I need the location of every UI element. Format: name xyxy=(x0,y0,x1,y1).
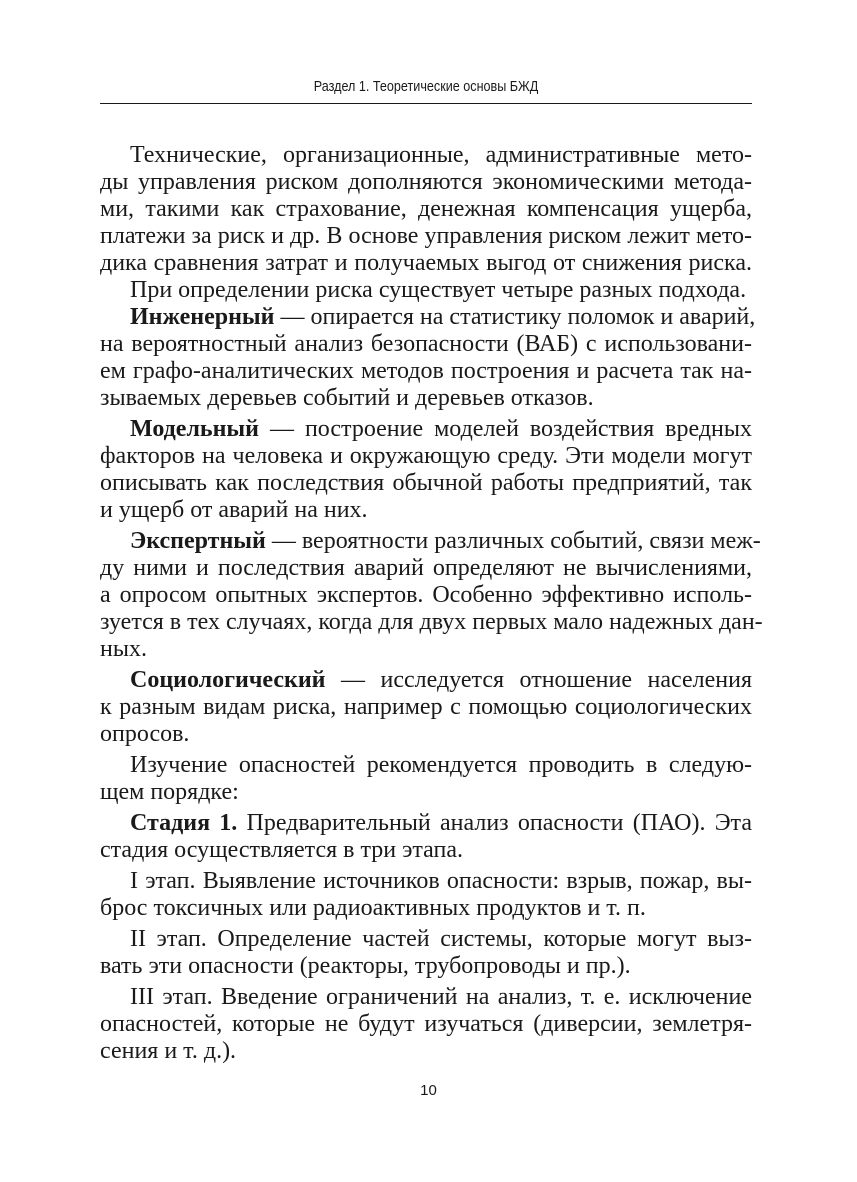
term-stage-1: Стадия 1. xyxy=(130,810,238,836)
page-number: 10 xyxy=(420,1082,437,1099)
text-line: а опросом опытных экспертов. Особенно эффективно исполь- xyxy=(100,582,752,608)
paragraph-risk-methods xyxy=(100,142,752,277)
term-expert: Экспертный xyxy=(130,528,266,554)
text-line: ды управления риском дополняются экономическими метода- xyxy=(100,169,752,195)
text-line: брос токсичных или радиоактивных продуктов и т. п. xyxy=(100,895,646,921)
term-engineering: Инженерный xyxy=(130,304,275,330)
text-line: описывать как последствия обычной работы предприятий, так xyxy=(100,470,752,496)
text-line: опросов. xyxy=(100,721,190,747)
text-line: При определении риска существует четыре разных подхода. xyxy=(130,277,747,303)
text-line: III этап. Введение ограничений на анализ, т. е. исключение xyxy=(130,984,752,1010)
paragraph-step-2 xyxy=(100,926,752,980)
text-line: зуется в тех случаях, когда для двух первых мало надежных дан- xyxy=(100,609,763,635)
paragraph-sociological xyxy=(100,667,752,748)
text-fragment: Предварительный анализ опасности (ПАО). Эта xyxy=(237,810,752,836)
text-line xyxy=(100,416,752,443)
text-line: стадия осуществляется в три этапа. xyxy=(100,837,464,863)
text-line xyxy=(100,667,752,694)
text-line: вать эти опасности (реакторы, трубопроводы и пр.). xyxy=(100,953,631,979)
text-line: ми, такими как страхование, денежная компенсация ущерба, xyxy=(100,196,752,222)
term-sociological: Социологический xyxy=(130,667,326,693)
text-line: к разным видам риска, например с помощью социологических xyxy=(100,694,752,720)
paragraph-approaches xyxy=(100,277,752,304)
paragraph-model xyxy=(100,416,752,524)
text-fragment: — построение моделей воздействия вредных xyxy=(259,416,752,442)
text-line: факторов на человека и окружающую среду. Эти модели могут xyxy=(100,443,752,469)
text-line xyxy=(100,528,761,555)
paragraph-engineering xyxy=(100,304,756,412)
text-line: щем порядке: xyxy=(100,779,239,805)
text-line: дика сравнения затрат и получаемых выгод от снижения риска. xyxy=(100,250,752,276)
header-rule xyxy=(100,103,752,104)
text-fragment: — исследуется отношение населения xyxy=(325,667,752,693)
text-line: и ущерб от аварий на них. xyxy=(100,497,368,523)
text-line: на вероятностный анализ безопасности (ВАБ) с использовани- xyxy=(100,331,752,357)
text-line xyxy=(100,810,752,837)
text-line: сения и т. д.). xyxy=(100,1038,237,1064)
page-body xyxy=(100,142,763,1065)
text-fragment: — вероятности различных событий, связи меж- xyxy=(265,528,761,554)
text-line: ных. xyxy=(100,636,147,662)
text-line: ем графо-аналитических методов построения и расчета так на- xyxy=(100,358,752,384)
paragraph-step-3 xyxy=(100,984,752,1065)
text-line: ду ними и последствия аварий определяют не вычислениями, xyxy=(100,555,752,581)
paragraph-expert xyxy=(100,528,763,663)
text-line: I этап. Выявление источников опасности: взрыв, пожар, вы- xyxy=(130,868,752,894)
paragraph-study-order xyxy=(100,752,752,806)
running-header: Раздел 1. Теоретические основы БЖД xyxy=(313,78,539,95)
term-model: Модельный xyxy=(130,416,259,442)
text-fragment: — опирается на статистику поломок и аварий, xyxy=(274,304,756,330)
text-line: Технические, организационные, административные мето- xyxy=(130,142,752,168)
text-line: зываемых деревьев событий и деревьев отказов. xyxy=(100,385,594,411)
text-line: II этап. Определение частей системы, которые могут выз- xyxy=(130,926,752,952)
text-line: опасностей, которые не будут изучаться (диверсии, землетря- xyxy=(100,1011,752,1037)
text-line xyxy=(100,304,756,331)
paragraph-stage-1 xyxy=(100,810,752,864)
text-line: Изучение опасностей рекомендуется проводить в следую- xyxy=(130,752,752,778)
text-line: платежи за риск и др. В основе управления риском лежит мето- xyxy=(100,223,752,249)
paragraph-step-1 xyxy=(100,868,752,922)
